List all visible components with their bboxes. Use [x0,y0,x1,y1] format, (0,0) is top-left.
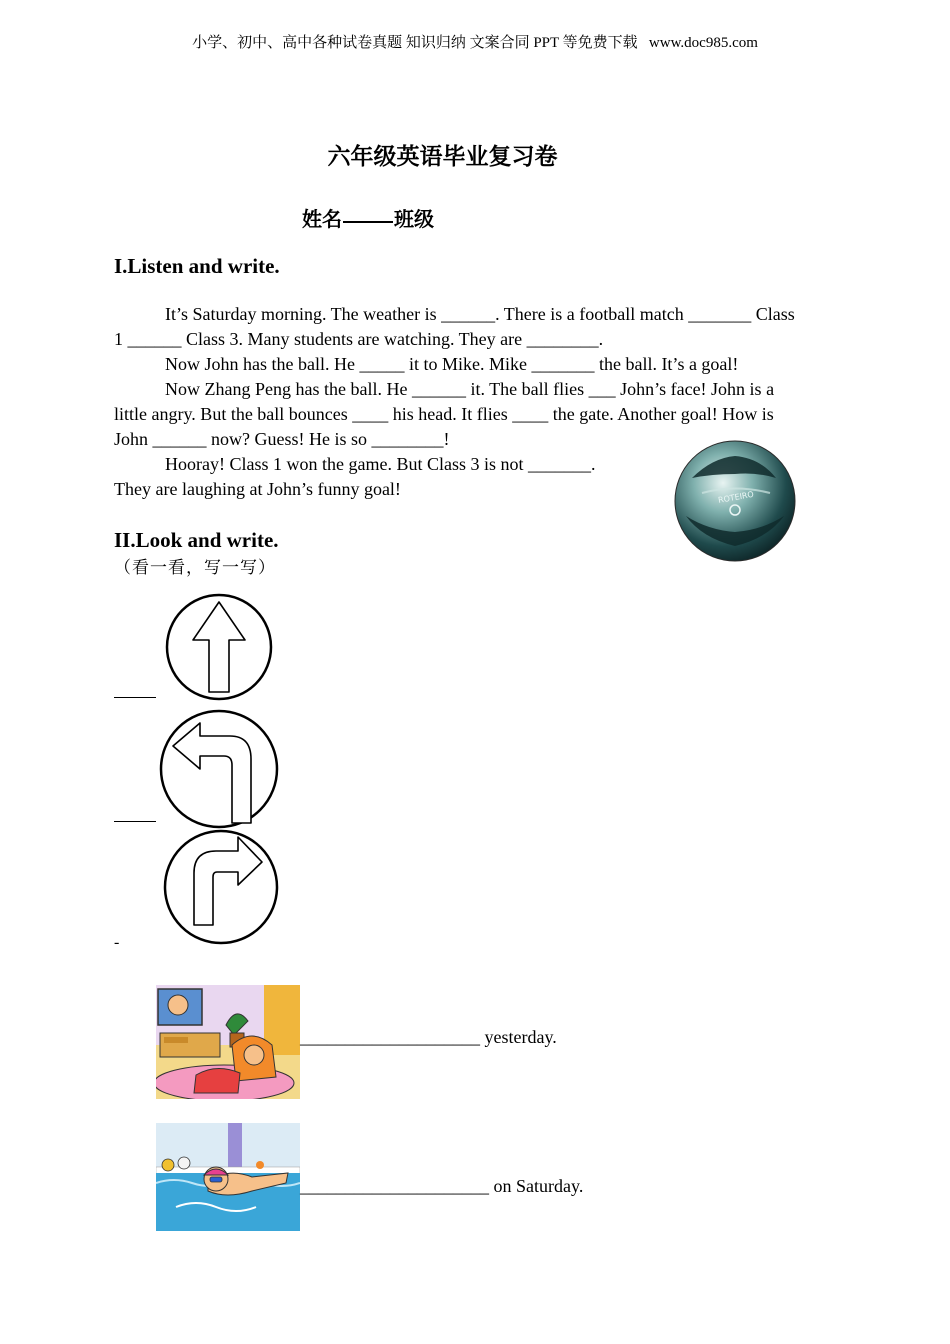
section2-subtitle: （看一看，写一写） [114,558,276,578]
turn-right-sign [161,829,281,945]
passage-line: John ______ now? Guess! He is so ________! [114,429,450,449]
class-label: 班级 [394,207,434,231]
section1-heading: I.Listen and write. [114,254,280,278]
page-header: 小学、初中、高中各种试卷真题 知识归纳 文案合同 PPT 等免费下载 www.doc985.com [192,35,758,51]
passage-line: It’s Saturday morning. The weather is ______. There is a football match _______ Class [165,304,795,324]
page-title: 六年级英语毕业复习卷 [327,144,558,170]
answer-blank-1 [114,697,156,698]
name-class-row [302,203,434,232]
sentence-2-suffix: on Saturday. [489,1176,584,1196]
answer-blank-2 [114,821,156,822]
section2-heading: II.Look and write. [114,528,279,552]
go-straight-sign [163,592,275,702]
football-image [672,438,798,564]
sentence-1 [300,1027,557,1048]
passage-line: Now Zhang Peng has the ball. He ______ it. The ball flies ___ John’s face! John is a [165,379,775,399]
passage-line: Hooray! Class 1 won the game. But Class 3 is not _______. [165,454,596,474]
passage-line: They are laughing at John’s funny goal! [114,479,401,499]
swimming-picture [156,1123,300,1231]
sentence-1-blank: ____________________ [300,1027,480,1047]
turn-left-sign [158,709,280,829]
sentence-2 [300,1176,583,1197]
sentence-2-blank: _____________________ [300,1176,489,1196]
ball-brand-text: ROTEIRO [717,489,755,505]
stray-mark: - [114,934,120,951]
passage-line: Now John has the ball. He _____ it to Mike. Mike _______ the ball. It’s a goal! [165,354,739,374]
name-blank [343,221,393,223]
watching-tv-picture [156,985,300,1099]
passage-line: little angry. But the ball bounces ____ his head. It flies ____ the gate. Another goal! How is [114,404,774,424]
passage-line: 1 ______ Class 3. Many students are watching. They are ________. [114,329,604,349]
name-label: 姓名 [302,207,342,231]
sentence-1-suffix: yesterday. [480,1027,557,1047]
